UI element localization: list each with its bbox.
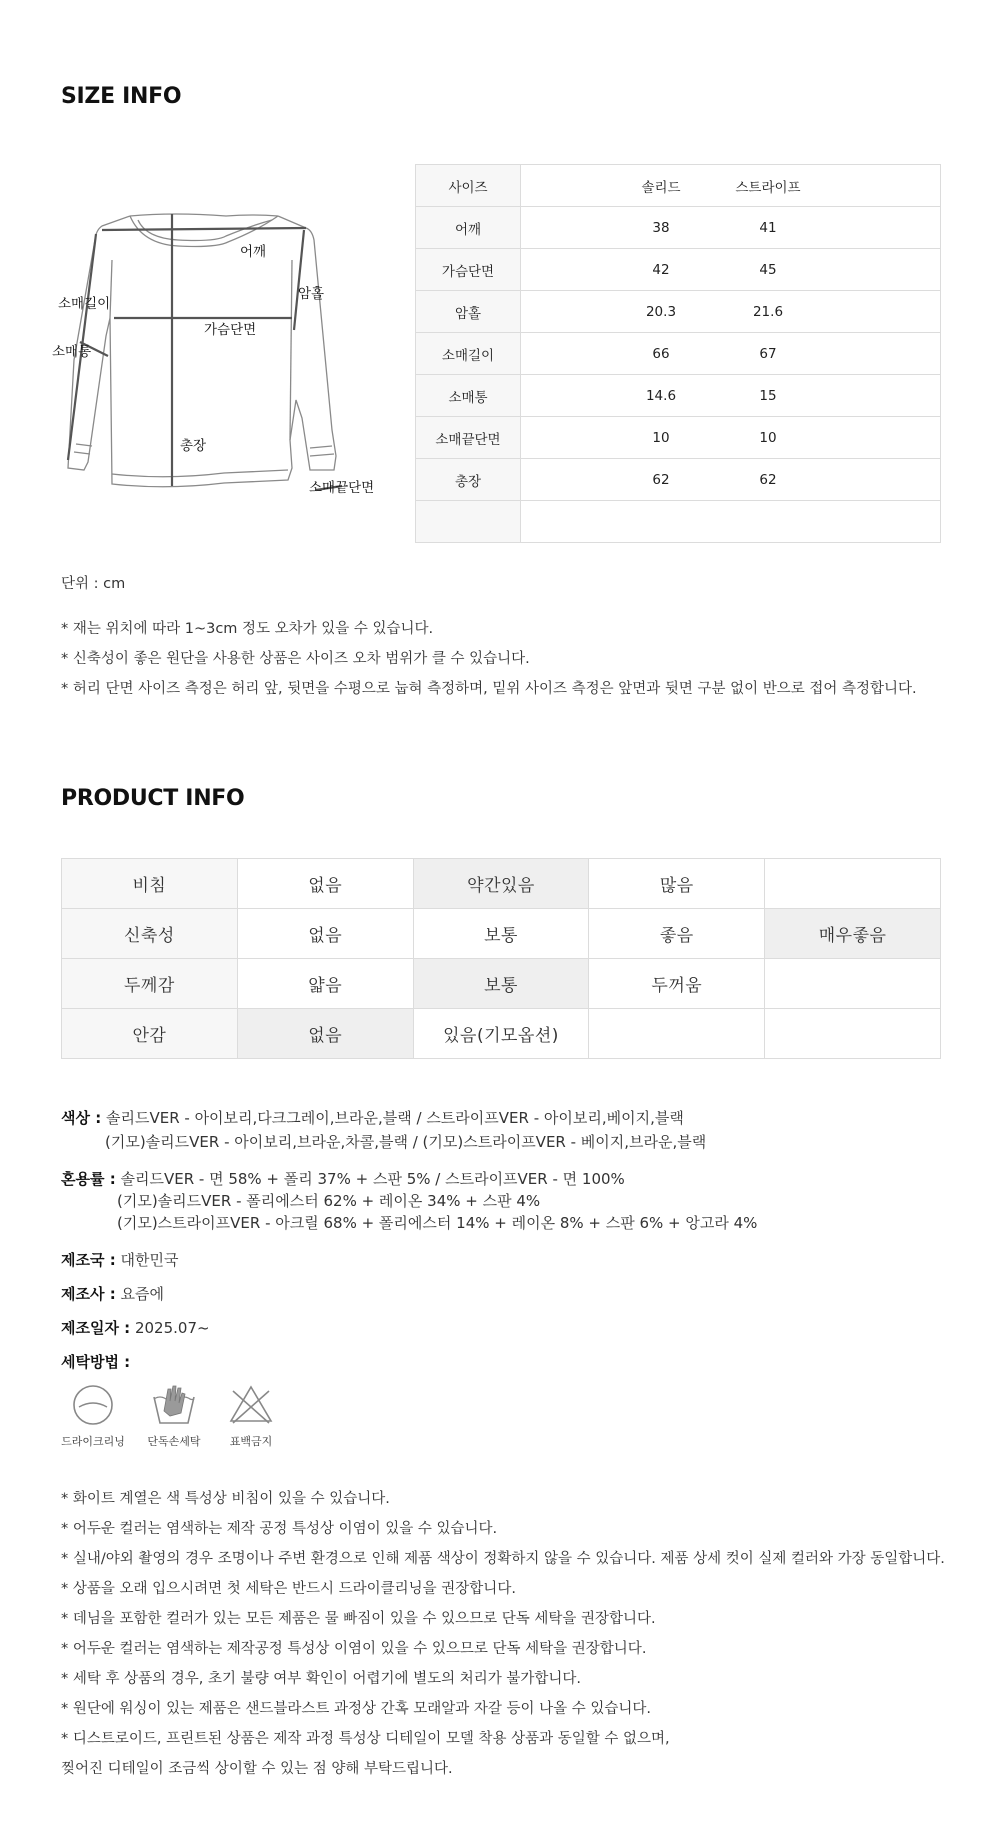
product-row-lining xyxy=(62,1009,941,1059)
size-row-label: 가슴단면 xyxy=(416,249,521,291)
size-row-label: 암홀 xyxy=(416,291,521,333)
color-line-1: 솔리드VER - 아이보리,다크그레이,브라운,블랙 / 스트라이프VER - 아이보리,베이지,블랙 xyxy=(105,1109,684,1127)
dry-clean-icon xyxy=(71,1383,115,1427)
product-option-selected: 보통 xyxy=(413,959,589,1009)
product-option xyxy=(765,859,941,909)
wash-info xyxy=(61,1351,130,1372)
product-row-label: 비침 xyxy=(62,859,238,909)
size-header-label: 사이즈 xyxy=(416,165,521,207)
date-label: 제조일자 : xyxy=(61,1319,131,1337)
care-note: * 상품을 오래 입으시려면 첫 세탁은 반드시 드라이클리닝을 권장합니다. xyxy=(61,1581,516,1597)
care-dry-clean xyxy=(53,1383,133,1449)
diagram-label-cuff: 소매끝단면 xyxy=(309,480,375,496)
size-note: * 재는 위치에 따라 1~3cm 정도 오차가 있을 수 있습니다. xyxy=(61,621,434,637)
material-line-2: (기모)솔리드VER - 폴리에스터 62% + 레이온 34% + 스판 4% xyxy=(117,1192,541,1210)
maker-info xyxy=(61,1283,164,1304)
care-note: * 원단에 워싱이 있는 제품은 샌드블라스트 과정상 간혹 모래알과 자갈 등이 나올 수 있습니다. xyxy=(61,1701,652,1717)
size-row-label: 소매끝단면 xyxy=(416,417,521,459)
product-option: 없음 xyxy=(237,909,413,959)
no-bleach-icon xyxy=(229,1383,273,1427)
product-option: 보통 xyxy=(413,909,589,959)
product-option xyxy=(765,1009,941,1059)
care-label: 단독손세탁 xyxy=(147,1435,201,1448)
maker-label: 제조사 : xyxy=(61,1285,116,1303)
material-label: 혼용률 : xyxy=(61,1170,116,1188)
care-note: * 화이트 계열은 색 특성상 비침이 있을 수 있습니다. xyxy=(61,1491,390,1507)
size-row-label: 총장 xyxy=(416,459,521,501)
diagram-label-sleeve-length: 소매길이 xyxy=(58,296,111,312)
size-value-stripe: 15 xyxy=(759,387,777,404)
material-line-3: (기모)스트라이프VER - 아크릴 68% + 폴리에스터 14% + 레이온 8% + 스판 6% + 앙고라 4% xyxy=(117,1214,758,1232)
care-no-bleach xyxy=(211,1383,291,1449)
date-info xyxy=(61,1317,210,1338)
care-note: * 디스트로이드, 프린트된 상품은 제작 과정 특성상 디테일이 모델 착용 상품과 동일할 수 없으며, xyxy=(61,1731,670,1747)
size-value-stripe: 21.6 xyxy=(752,303,784,320)
product-option xyxy=(765,959,941,1009)
product-row-label: 두께감 xyxy=(62,959,238,1009)
size-table-row xyxy=(416,375,941,417)
garment-diagram xyxy=(46,200,386,500)
care-note: * 데님을 포함한 컬러가 있는 모든 제품은 물 빠짐이 있을 수 있으므로 단독 세탁을 권장합니다. xyxy=(61,1611,656,1627)
color-line-2: (기모)솔리드VER - 아이보리,브라운,차콜,블랙 / (기모)스트라이프VER - 베이지,브라운,블랙 xyxy=(105,1133,707,1151)
size-unit: 단위 : cm xyxy=(61,576,126,592)
size-row-label: 소매통 xyxy=(416,375,521,417)
diagram-label-sleeve-width: 소매통 xyxy=(52,344,92,360)
care-note: 찢어진 디테일이 조금씩 상이할 수 있는 점 양해 부탁드립니다. xyxy=(61,1761,453,1777)
care-note: * 세탁 후 상품의 경우, 초기 불량 여부 확인이 어렵기에 별도의 처리가 불가합니다. xyxy=(61,1671,581,1687)
care-note: * 어두운 컬러는 염색하는 제작 공정 특성상 이염이 있을 수 있습니다. xyxy=(61,1521,498,1537)
size-value-stripe: 67 xyxy=(759,345,777,362)
size-value-solid: 66 xyxy=(652,345,670,362)
diagram-label-armhole: 암홀 xyxy=(298,286,325,302)
maker-value: 요즘에 xyxy=(120,1285,164,1303)
date-value: 2025.07~ xyxy=(134,1319,210,1337)
product-row-thickness xyxy=(62,959,941,1009)
size-note: * 신축성이 좋은 원단을 사용한 상품은 사이즈 오차 범위가 클 수 있습니다. xyxy=(61,651,530,667)
size-value-solid: 38 xyxy=(652,219,670,236)
size-table-row xyxy=(416,459,941,501)
care-label: 드라이크리닝 xyxy=(61,1435,125,1448)
size-table-row xyxy=(416,333,941,375)
color-info xyxy=(61,1107,684,1128)
product-option-selected: 약간있음 xyxy=(413,859,589,909)
wash-label: 세탁방법 : xyxy=(61,1353,131,1371)
sweater-outline-icon xyxy=(46,200,386,500)
size-header-stripe: 스트라이프 xyxy=(735,179,801,196)
size-value-stripe: 45 xyxy=(759,261,777,278)
material-line-1: 솔리드VER - 면 58% + 폴리 37% + 스판 5% / 스트라이프VER - 면 100% xyxy=(120,1170,625,1188)
size-value-solid: 62 xyxy=(652,471,670,488)
size-header-solid: 솔리드 xyxy=(641,179,681,196)
product-row-sheerness xyxy=(62,859,941,909)
product-row-stretch xyxy=(62,909,941,959)
size-table-row xyxy=(416,417,941,459)
product-option-selected: 매우좋음 xyxy=(765,909,941,959)
product-option: 두꺼움 xyxy=(589,959,765,1009)
diagram-label-total-length: 총장 xyxy=(180,438,207,454)
size-value-solid: 14.6 xyxy=(645,387,677,404)
material-info xyxy=(61,1168,625,1189)
size-row-label: 어깨 xyxy=(416,207,521,249)
size-value-stripe: 10 xyxy=(759,429,777,446)
hand-wash-icon xyxy=(150,1383,198,1427)
care-note: * 어두운 컬러는 염색하는 제작공정 특성상 이염이 있을 수 있으므로 단독 세탁을 권장합니다. xyxy=(61,1641,647,1657)
size-table-empty-row xyxy=(416,501,941,543)
product-option-selected: 없음 xyxy=(237,1009,413,1059)
size-table-row xyxy=(416,291,941,333)
product-option xyxy=(589,1009,765,1059)
size-value-solid: 42 xyxy=(652,261,670,278)
size-value-solid: 20.3 xyxy=(645,303,677,320)
size-note: * 허리 단면 사이즈 측정은 허리 앞, 뒷면을 수평으로 눕혀 측정하며, 밑위 사이즈 측정은 앞면과 뒷면 구분 없이 반으로 접어 측정합니다. xyxy=(61,681,917,697)
country-info xyxy=(61,1249,178,1270)
size-info-title: SIZE INFO xyxy=(61,84,182,109)
diagram-label-chest: 가슴단면 xyxy=(204,322,257,338)
product-option: 없음 xyxy=(237,859,413,909)
size-value-solid: 10 xyxy=(652,429,670,446)
product-option: 많음 xyxy=(589,859,765,909)
product-row-label: 안감 xyxy=(62,1009,238,1059)
product-info-title: PRODUCT INFO xyxy=(61,786,245,811)
size-table-row xyxy=(416,207,941,249)
country-value: 대한민국 xyxy=(120,1251,179,1269)
size-table-header xyxy=(416,165,941,207)
care-note: * 실내/야외 촬영의 경우 조명이나 주변 환경으로 인해 제품 색상이 정확하지 않을 수 있습니다. 제품 상세 컷이 실제 컬러와 가장 동일합니다. xyxy=(61,1551,945,1567)
size-value-stripe: 62 xyxy=(759,471,777,488)
product-option: 좋음 xyxy=(589,909,765,959)
size-value-stripe: 41 xyxy=(759,219,777,236)
product-info-table xyxy=(61,858,941,1059)
diagram-label-shoulder: 어깨 xyxy=(240,244,267,260)
country-label: 제조국 : xyxy=(61,1251,116,1269)
care-label: 표백금지 xyxy=(229,1435,273,1448)
color-label: 색상 : xyxy=(61,1109,102,1127)
size-table-row xyxy=(416,249,941,291)
size-table xyxy=(415,164,941,543)
product-option: 얇음 xyxy=(237,959,413,1009)
product-option: 있음(기모옵션) xyxy=(413,1009,589,1059)
care-hand-wash xyxy=(134,1383,214,1449)
size-row-label: 소매길이 xyxy=(416,333,521,375)
product-row-label: 신축성 xyxy=(62,909,238,959)
